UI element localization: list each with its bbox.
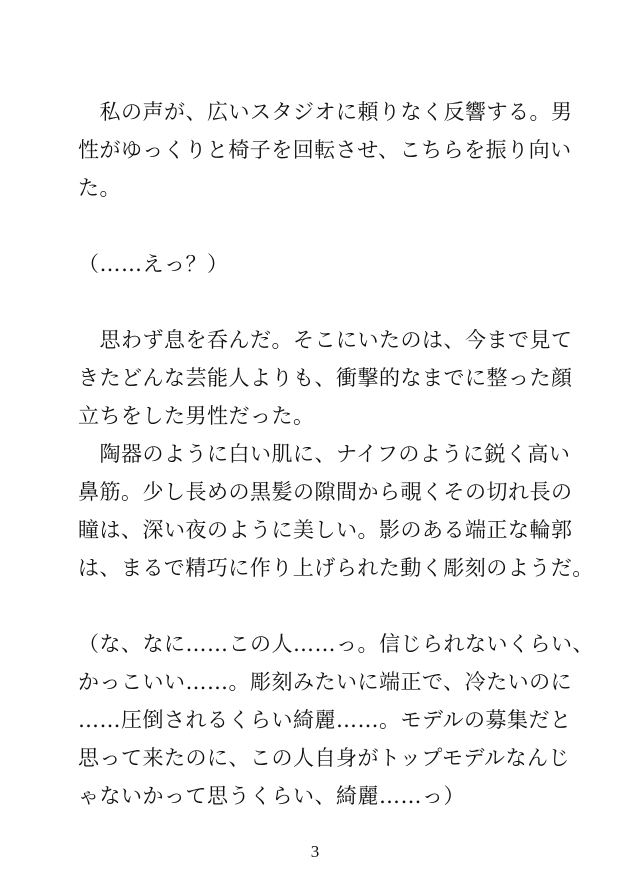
blank-line [78, 207, 578, 245]
text-line: ……圧倒されるくらい綺麗……。モデルの募集だと [78, 708, 572, 732]
text-line: 鼻筋。少し長めの黒髪の隙間から覗くその切れ長の [78, 480, 573, 504]
text-line: 陶器のように白い肌に、ナイフのように鋭く高い [78, 442, 571, 466]
text-line: 性がゆっくりと椅子を回転させ、こちらを振り向い [78, 138, 572, 162]
text-line: きたどんな芸能人よりも、衝撃的なまでに整った顔 [78, 366, 573, 390]
text-line: ゃないかって思うくらい、綺麗……っ） [78, 784, 465, 808]
text-line: （な、なに……この人……っ。信じられないくらい、 [78, 632, 594, 656]
text-line: た。 [78, 176, 121, 200]
text-line: 思って来たのに、この人自身がトップモデルなんじ [78, 746, 570, 770]
text-line: 瞳は、深い夜のように美しい。影のある端正な輪郭 [78, 518, 573, 542]
text-line: 思わず息を呑んだ。そこにいたのは、今まで見て [78, 328, 573, 352]
blank-line [78, 283, 578, 321]
blank-line [78, 587, 578, 625]
body-text [78, 93, 594, 815]
text-line: （……えっ？） [78, 252, 229, 276]
text-line: 私の声が、広いスタジオに頼りなく反響する。男 [78, 100, 573, 124]
text-line: かっこいい……。彫刻みたいに端正で、冷たいのに [78, 670, 573, 694]
text-line: 立ちをした男性だった。 [78, 404, 315, 428]
page-number: 3 [310, 842, 320, 861]
text-line: は、まるで精巧に作り上げられた動く彫刻のようだ。 [78, 556, 594, 580]
